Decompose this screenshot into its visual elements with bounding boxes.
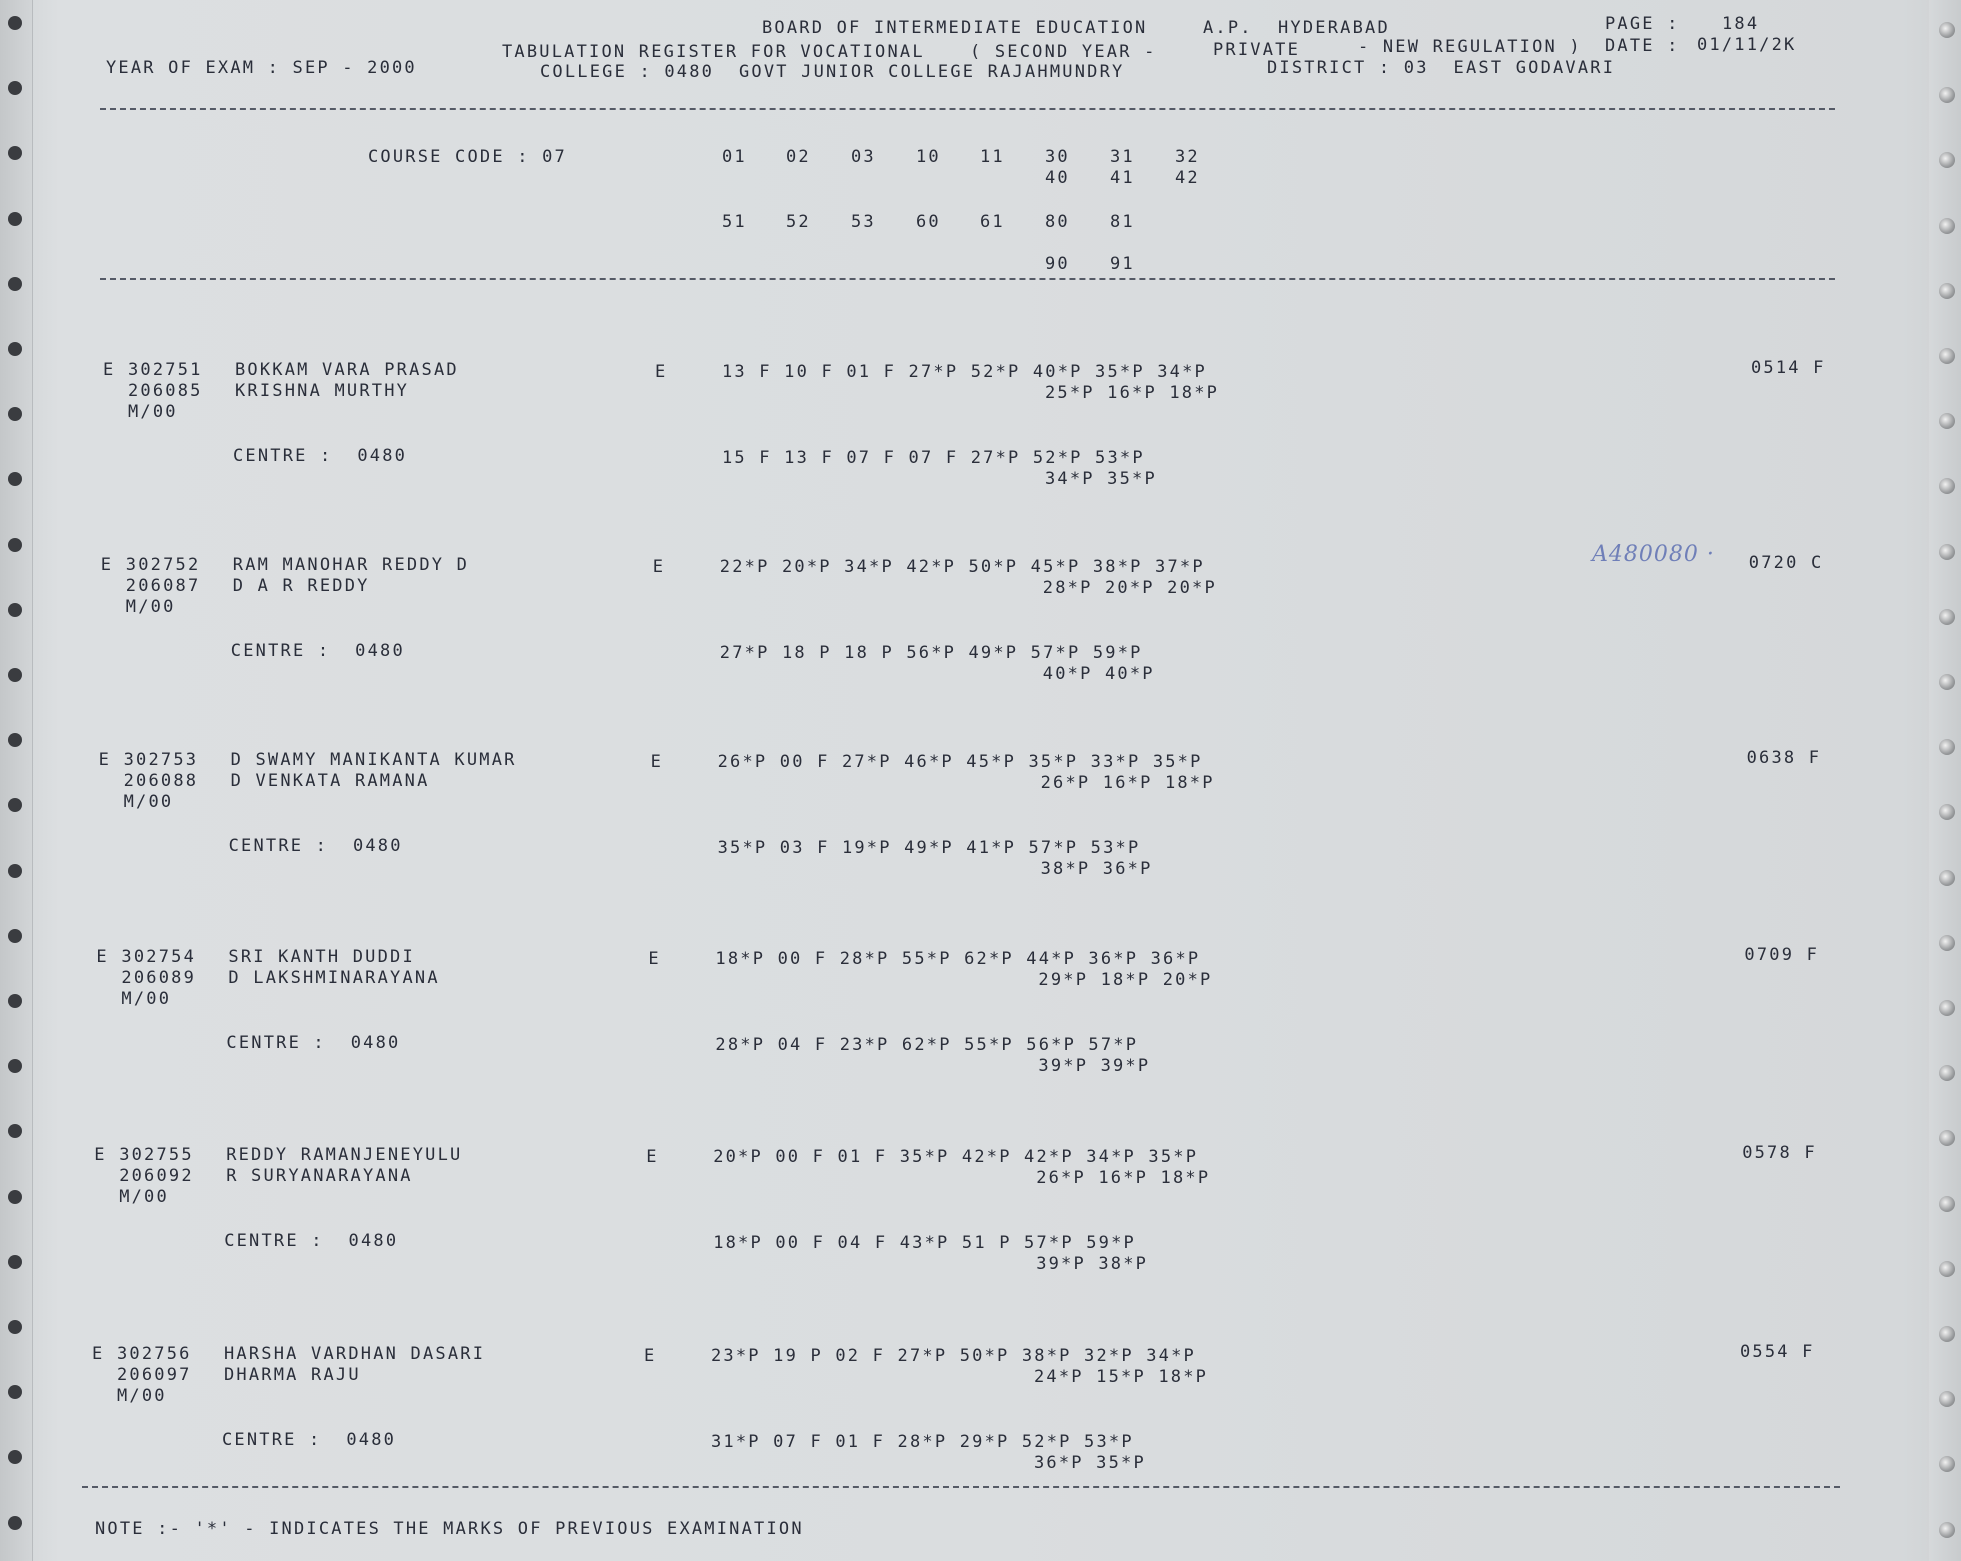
- footer-note: NOTE :- '*' - INDICATES THE MARKS OF PREVIOUS EXAMINATION: [95, 1519, 804, 1539]
- footer-divider: [82, 1486, 1840, 1488]
- course-code-cell: 60: [916, 212, 941, 232]
- tractor-hole: [1939, 870, 1955, 886]
- tractor-hole: [8, 1124, 22, 1138]
- marks-row-1: 13 F 10 F 01 F 27*P 52*P 40*P 35*P 34*P: [722, 362, 1207, 382]
- reg-number: 206089: [121, 968, 196, 988]
- tractor-hole: [1939, 609, 1955, 625]
- student-name: REDDY RAMANJENEYULU: [226, 1145, 463, 1165]
- tractor-hole: [8, 1385, 22, 1399]
- tractor-hole: [8, 733, 22, 747]
- course-code-cell: 91: [1110, 254, 1135, 274]
- father-name: D VENKATA RAMANA: [230, 771, 430, 791]
- course-code-label: COURSE CODE : 07: [368, 147, 567, 167]
- marks-row-1: 20*P 00 F 01 F 35*P 42*P 42*P 34*P 35*P: [713, 1147, 1199, 1167]
- college-line: COLLEGE : 0480 GOVT JUNIOR COLLEGE RAJAHMUNDRY: [540, 62, 1125, 82]
- tractor-hole: [1939, 935, 1955, 951]
- tractor-hole: [8, 277, 22, 291]
- roll-number: 302755: [119, 1145, 194, 1165]
- medium-code: E: [646, 1147, 659, 1167]
- tractor-hole: [1939, 544, 1955, 560]
- category-code: M/00: [117, 1386, 167, 1406]
- centre-label: CENTRE : 0480: [224, 1231, 399, 1251]
- tractor-hole: [1939, 674, 1955, 690]
- marks-row-1b: 24*P 15*P 18*P: [1034, 1367, 1209, 1387]
- board-title: BOARD OF INTERMEDIATE EDUCATION: [762, 18, 1148, 38]
- marks-row-2b: 34*P 35*P: [1045, 469, 1157, 489]
- tractor-hole: [1939, 218, 1955, 234]
- course-code-cell: 31: [1110, 147, 1135, 167]
- marks-row-1b: 28*P 20*P 20*P: [1042, 578, 1217, 598]
- medium-code: E: [652, 557, 666, 577]
- marks-row-2b: 39*P 38*P: [1036, 1254, 1149, 1274]
- course-code-cell: 11: [980, 147, 1005, 167]
- tractor-hole: [8, 538, 22, 552]
- centre-label: CENTRE : 0480: [226, 1033, 401, 1053]
- course-code-cell: 03: [851, 147, 876, 167]
- record-prefix: E: [98, 750, 112, 770]
- centre-label: CENTRE : 0480: [222, 1430, 397, 1450]
- medium-code: E: [648, 949, 661, 969]
- header-divider: [100, 108, 1835, 110]
- state-label: A.P.: [1203, 18, 1253, 38]
- record-prefix: E: [92, 1344, 105, 1364]
- reg-number: 206087: [125, 576, 201, 596]
- category-code: M/00: [123, 792, 174, 812]
- reg-number: 206097: [117, 1365, 192, 1385]
- tractor-hole: [8, 342, 22, 356]
- course-code-cell: 90: [1045, 254, 1070, 274]
- father-name: D A R REDDY: [232, 576, 370, 596]
- marks-row-1: 23*P 19 P 02 F 27*P 50*P 38*P 32*P 34*P: [711, 1346, 1196, 1366]
- tractor-hole: [1939, 739, 1955, 755]
- district-line: DISTRICT : 03 EAST GODAVARI: [1267, 58, 1616, 78]
- tractor-hole: [8, 212, 22, 226]
- tractor-hole: [8, 929, 22, 943]
- tractor-hole: [8, 1450, 22, 1464]
- marks-row-1b: 26*P 16*P 18*P: [1040, 773, 1215, 793]
- marks-row-2: 18*P 00 F 04 F 43*P 51 P 57*P 59*P: [713, 1233, 1136, 1253]
- tractor-hole: [8, 1255, 22, 1269]
- tractor-hole: [1939, 1261, 1955, 1277]
- tractor-hole: [8, 1516, 22, 1530]
- marks-row-2: 15 F 13 F 07 F 07 F 27*P 52*P 53*P: [722, 448, 1145, 468]
- date-label: DATE :: [1605, 36, 1680, 56]
- year-type: ( SECOND YEAR -: [970, 42, 1157, 62]
- tractor-hole: [8, 472, 22, 486]
- roll-number: 302751: [128, 360, 203, 380]
- course-code-cell: 10: [916, 147, 941, 167]
- course-code-cell: 01: [722, 147, 747, 167]
- tractor-hole: [8, 407, 22, 421]
- tractor-hole: [1939, 1522, 1955, 1538]
- course-code-cell: 52: [786, 212, 811, 232]
- tractor-hole: [1939, 1326, 1955, 1342]
- father-name: KRISHNA MURTHY: [235, 381, 410, 401]
- course-code-cell: 80: [1045, 212, 1070, 232]
- page-label: PAGE :: [1605, 14, 1680, 34]
- tractor-hole: [8, 864, 22, 878]
- total-result: 0638 F: [1746, 748, 1822, 768]
- handwritten-note: A480080 ·: [1592, 542, 1715, 567]
- student-name: HARSHA VARDHAN DASARI: [224, 1344, 486, 1364]
- marks-row-2: 27*P 18 P 18 P 56*P 49*P 57*P 59*P: [719, 643, 1143, 663]
- roll-number: 302753: [123, 750, 199, 770]
- centre-label: CENTRE : 0480: [230, 641, 405, 661]
- tractor-hole: [8, 1320, 22, 1334]
- reg-number: 206085: [128, 381, 203, 401]
- marks-row-1: 18*P 00 F 28*P 55*P 62*P 44*P 36*P 36*P: [715, 949, 1201, 969]
- centre-label: CENTRE : 0480: [228, 836, 403, 856]
- course-code-cell: 40: [1045, 168, 1070, 188]
- tractor-hole: [1939, 1130, 1955, 1146]
- student-name: RAM MANOHAR REDDY D: [232, 555, 470, 575]
- left-tractor-strip: [0, 0, 33, 1561]
- centre-label: CENTRE : 0480: [233, 446, 408, 466]
- tractor-hole: [8, 994, 22, 1008]
- father-name: DHARMA RAJU: [224, 1365, 361, 1385]
- category-code: M/00: [125, 597, 176, 617]
- regulation-label: - NEW REGULATION ): [1358, 37, 1582, 57]
- tractor-hole: [1939, 1391, 1955, 1407]
- reg-number: 206092: [119, 1166, 194, 1186]
- record-prefix: E: [100, 555, 114, 575]
- record-prefix: E: [96, 947, 109, 967]
- record-prefix: E: [103, 360, 116, 380]
- tractor-hole: [1939, 283, 1955, 299]
- tractor-hole: [1939, 152, 1955, 168]
- tractor-hole: [1939, 22, 1955, 38]
- course-code-cell: 61: [980, 212, 1005, 232]
- category-code: M/00: [119, 1187, 169, 1207]
- course-code-cell: 81: [1110, 212, 1135, 232]
- total-result: 0554 F: [1740, 1342, 1815, 1362]
- roll-number: 302752: [125, 555, 201, 575]
- tractor-hole: [8, 1190, 22, 1204]
- tractor-hole: [8, 81, 22, 95]
- marks-row-2b: 36*P 35*P: [1034, 1453, 1146, 1473]
- reg-number: 206088: [123, 771, 199, 791]
- tractor-hole: [1939, 1456, 1955, 1472]
- page-number: 184: [1722, 14, 1760, 34]
- tractor-hole: [1939, 87, 1955, 103]
- total-result: 0720 C: [1748, 553, 1824, 573]
- student-name: SRI KANTH DUDDI: [228, 947, 415, 967]
- course-code-cell: 30: [1045, 147, 1070, 167]
- tractor-hole: [1939, 1196, 1955, 1212]
- tractor-hole: [1939, 804, 1955, 820]
- marks-row-1b: 26*P 16*P 18*P: [1036, 1168, 1211, 1188]
- marks-row-1b: 29*P 18*P 20*P: [1038, 970, 1213, 990]
- medium-code: E: [650, 752, 664, 772]
- student-name: D SWAMY MANIKANTA KUMAR: [230, 750, 517, 770]
- marks-row-2b: 39*P 39*P: [1038, 1056, 1151, 1076]
- right-tractor-strip: [1929, 0, 1961, 1561]
- private-label: PRIVATE: [1213, 40, 1301, 60]
- tractor-hole: [8, 1059, 22, 1073]
- total-result: 0514 F: [1751, 358, 1826, 378]
- medium-code: E: [655, 362, 668, 382]
- marks-row-2b: 38*P 36*P: [1040, 859, 1153, 879]
- tractor-hole: [1939, 1065, 1955, 1081]
- student-name: BOKKAM VARA PRASAD: [235, 360, 459, 380]
- course-code-cell: 53: [851, 212, 876, 232]
- course-code-cell: 02: [786, 147, 811, 167]
- total-result: 0709 F: [1744, 945, 1819, 965]
- tractor-hole: [1939, 478, 1955, 494]
- course-divider: [100, 278, 1835, 280]
- course-code-cell: 32: [1175, 147, 1200, 167]
- tractor-hole: [8, 603, 22, 617]
- exam-year: YEAR OF EXAM : SEP - 2000: [106, 58, 417, 78]
- record-prefix: E: [94, 1145, 107, 1165]
- marks-row-2: 35*P 03 F 19*P 49*P 41*P 57*P 53*P: [717, 838, 1141, 858]
- father-name: D LAKSHMINARAYANA: [228, 968, 440, 988]
- father-name: R SURYANARAYANA: [226, 1166, 413, 1186]
- tractor-hole: [1939, 1000, 1955, 1016]
- marks-row-2b: 40*P 40*P: [1042, 664, 1155, 684]
- marks-row-1: 26*P 00 F 27*P 46*P 45*P 35*P 33*P 35*P: [717, 752, 1203, 772]
- city-label: HYDERABAD: [1278, 18, 1390, 38]
- course-code-cell: 41: [1110, 168, 1135, 188]
- marks-row-1b: 25*P 16*P 18*P: [1045, 383, 1220, 403]
- course-code-cell: 51: [722, 212, 747, 232]
- tractor-hole: [8, 146, 22, 160]
- tractor-hole: [1939, 348, 1955, 364]
- marks-row-1: 22*P 20*P 34*P 42*P 50*P 45*P 38*P 37*P: [719, 557, 1205, 577]
- register-title: TABULATION REGISTER FOR VOCATIONAL: [502, 42, 925, 62]
- tractor-hole: [8, 668, 22, 682]
- marks-row-2: 31*P 07 F 01 F 28*P 29*P 52*P 53*P: [711, 1432, 1134, 1452]
- tractor-hole: [8, 798, 22, 812]
- tractor-hole: [8, 16, 22, 30]
- total-result: 0578 F: [1742, 1143, 1817, 1163]
- medium-code: E: [644, 1346, 657, 1366]
- print-date: 01/11/2K: [1697, 35, 1797, 55]
- roll-number: 302754: [121, 947, 196, 967]
- category-code: M/00: [121, 989, 172, 1009]
- tractor-hole: [1939, 413, 1955, 429]
- roll-number: 302756: [117, 1344, 192, 1364]
- category-code: M/00: [128, 402, 178, 422]
- course-code-cell: 42: [1175, 168, 1200, 188]
- marks-row-2: 28*P 04 F 23*P 62*P 55*P 56*P 57*P: [715, 1035, 1139, 1055]
